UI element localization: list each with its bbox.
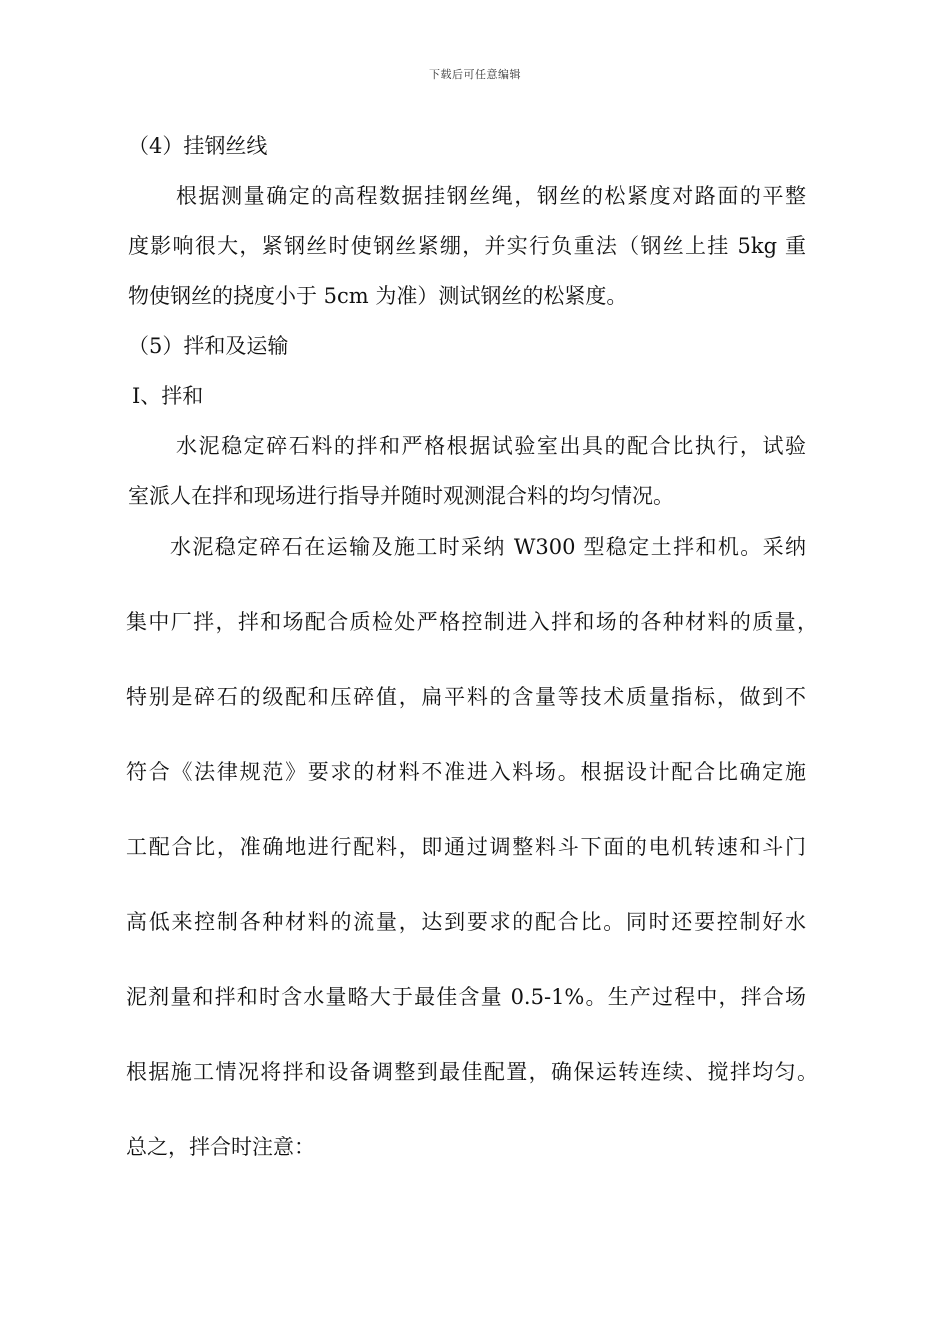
paragraph-line-text: 水泥稳定碎石在运输及施工时采纳 W300 型稳定土拌和机。采纳 (170, 535, 806, 559)
paragraph-line (126, 1062, 818, 1083)
paragraph-line (176, 436, 806, 457)
paragraph-line (126, 762, 806, 783)
heading-mixing-transport: （5）拌和及运输 (128, 334, 289, 358)
paragraph-line-text: 根据施工情况将拌和设备调整到最佳配置，确保运转连续、搅拌均匀。 (126, 1060, 818, 1084)
paragraph-line (176, 186, 806, 207)
paragraph-line (126, 837, 806, 858)
page-header: 下载后可任意编辑 (429, 68, 521, 81)
paragraph-line-text: 高低来控制各种材料的流量，达到要求的配合比。同时还要控制好水 (126, 910, 806, 934)
paragraph-line-text: 根据测量确定的高程数据挂钢丝绳，钢丝的松紧度对路面的平整 (176, 184, 806, 208)
paragraph-line (126, 912, 806, 933)
heading-hang-steel-wire: （4）挂钢丝线 (128, 134, 268, 158)
paragraph-line (126, 612, 818, 633)
paragraph-line-text: 工配合比，准确地进行配料，即通过调整料斗下面的电机转速和斗门 (126, 835, 806, 859)
paragraph-line (126, 687, 806, 708)
paragraph-line (170, 537, 806, 558)
paragraph-line-text: 泥剂量和拌和时含水量略大于最佳含量 0.5-1%。生产过程中，拌合场 (126, 985, 806, 1009)
paragraph-line (128, 236, 806, 257)
paragraph-line-text: 集中厂拌，拌和场配合质检处严格控制进入拌和场的各种材料的质量， (126, 610, 818, 634)
paragraph-line-text: 特别是碎石的级配和压碎值，扁平料的含量等技术质量指标，做到不 (126, 685, 806, 709)
subheading-mixing: Ⅰ、拌和 (132, 384, 204, 408)
paragraph-line-text: 度影响很大，紧钢丝时使钢丝紧绷，并实行负重法（钢丝上挂 5kg 重 (128, 234, 806, 258)
paragraph-line-text: 符合《法律规范》要求的材料不准进入料场。根据设计配合比确定施 (126, 760, 806, 784)
paragraph-line-text: 水泥稳定碎石料的拌和严格根据试验室出具的配合比执行，试验 (176, 434, 806, 458)
paragraph-line (126, 987, 806, 1008)
paragraph-line: 室派人在拌和现场进行指导并随时观测混合料的均匀情况。 (128, 484, 674, 508)
paragraph-line: 物使钢丝的挠度小于 5cm 为准）测试钢丝的松紧度。 (128, 284, 628, 308)
paragraph-line: 总之，拌合时注意： (126, 1135, 315, 1159)
